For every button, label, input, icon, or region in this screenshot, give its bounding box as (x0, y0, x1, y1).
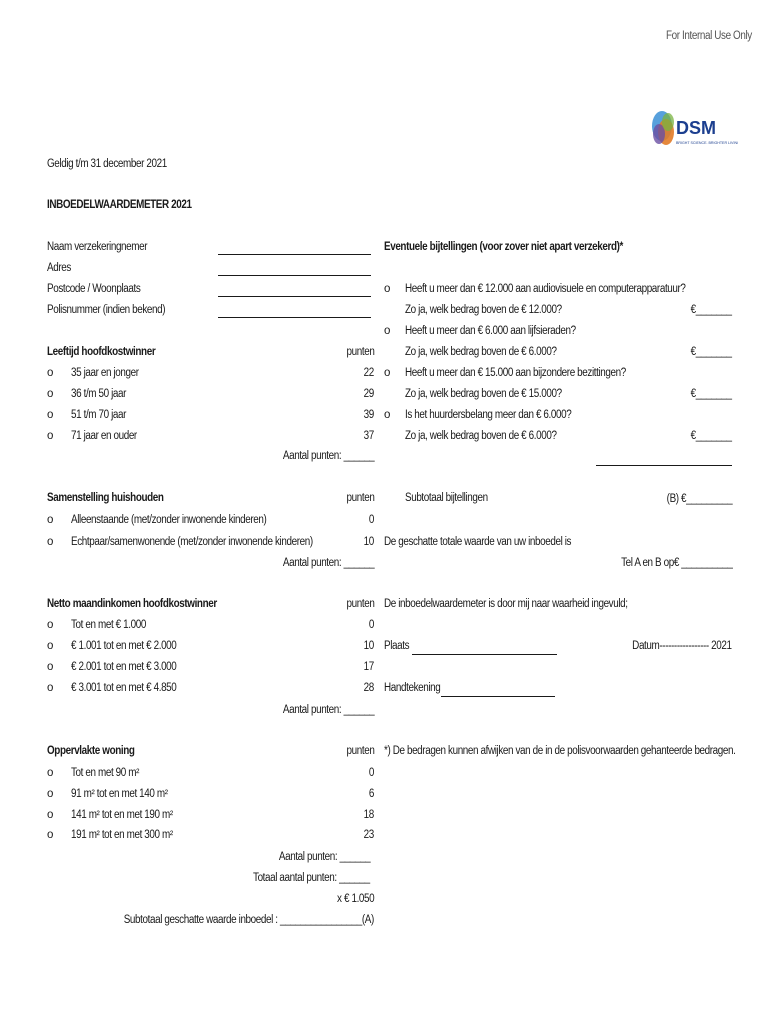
age-bullet: o (47, 388, 54, 400)
extras-sum-line (596, 465, 732, 466)
surface-heading: Oppervlakte woning (47, 745, 135, 757)
extras-amount-field[interactable]: €_______ (691, 346, 732, 358)
field-label-address: Adres (47, 262, 71, 274)
surface-option-points: 18 (363, 809, 374, 821)
income-option-label: € 1.001 tot en met € 2.000 (71, 640, 177, 652)
field-input-name[interactable] (218, 254, 371, 255)
surface-option-points: 6 (368, 788, 374, 800)
signature-label: Handtekening (384, 682, 441, 694)
extras-subtotal-label: Subtotaal bijtellingen (405, 492, 488, 504)
extras-followup: Zo ja, welk bedrag boven de € 6.000? (405, 346, 557, 358)
extras-question: Heeft u meer dan € 15.000 aan bijzondere bezittingen? (405, 367, 626, 379)
household-option-label: Echtpaar/samenwonende (met/zonder inwonende kinderen) (71, 536, 313, 548)
income-points-total[interactable]: Aantal punten: ______ (282, 704, 374, 716)
income-bullet: o (47, 640, 54, 652)
extras-bullet: o (384, 283, 391, 295)
surface-option-label: 141 m² tot en met 190 m² (71, 809, 173, 821)
extras-followup: Zo ja, welk bedrag boven de € 12.000? (405, 304, 562, 316)
income-option-label: Tot en met € 1.000 (71, 619, 146, 631)
surface-bullet: o (47, 767, 54, 779)
income-option-points: 0 (368, 619, 374, 631)
extras-bullet: o (384, 367, 391, 379)
age-option-label: 35 jaar en jonger (71, 367, 139, 379)
income-option-points: 28 (363, 682, 374, 694)
svg-text:DSM: DSM (676, 118, 716, 138)
age-option-points: 39 (363, 409, 374, 421)
place-label: Plaats (384, 640, 410, 652)
estimate-text: De geschatte totale waarde van uw inboedel is (384, 536, 572, 548)
income-bullet: o (47, 661, 54, 673)
valid-until: Geldig t/m 31 december 2021 (47, 158, 167, 170)
age-option-label: 36 t/m 50 jaar (71, 388, 127, 400)
internal-use-note: For Internal Use Only (666, 30, 752, 42)
surface-option-label: Tot en met 90 m² (71, 767, 140, 779)
age-heading: Leeftijd hoofdkostwinner (47, 346, 156, 358)
svg-text:BRIGHT SCIENCE. BRIGHTER LIVIN: BRIGHT SCIENCE. BRIGHTER LIVING. (676, 141, 738, 145)
age-option-label: 51 t/m 70 jaar (71, 409, 127, 421)
dsm-logo-mark-icon (652, 111, 674, 145)
extras-bullet: o (384, 325, 391, 337)
income-option-points: 10 (363, 640, 374, 652)
surface-points-total[interactable]: Aantal punten: ______ (278, 851, 370, 863)
extras-heading: Eventuele bijtellingen (voor zover niet apart verzekerd)* (384, 241, 624, 253)
subtotal-b[interactable]: (B) €_________ (666, 493, 732, 505)
household-bullet: o (47, 536, 54, 548)
points-multiplier: x € 1.050 (336, 893, 374, 905)
field-input-policy[interactable] (218, 317, 371, 318)
income-bullet: o (47, 682, 54, 694)
age-option-label: 71 jaar en ouder (71, 430, 137, 442)
household-option-points: 10 (363, 536, 374, 548)
age-option-points: 37 (363, 430, 374, 442)
surface-option-label: 91 m² tot en met 140 m² (71, 788, 168, 800)
income-heading: Netto maandinkomen hoofdkostwinner (47, 598, 217, 610)
extras-followup: Zo ja, welk bedrag boven de € 15.000? (405, 388, 562, 400)
age-bullet: o (47, 409, 54, 421)
date-field[interactable]: Datum----------------- 2021 (632, 640, 732, 652)
extras-question: Heeft u meer dan € 6.000 aan lijfsieraden? (405, 325, 576, 337)
extras-amount-field[interactable]: €_______ (691, 304, 732, 316)
household-bullet: o (47, 514, 54, 526)
estimate-total[interactable]: Tel A en B op€ __________ (620, 557, 732, 569)
surface-bullet: o (47, 829, 54, 841)
field-input-address[interactable] (218, 275, 371, 276)
age-points-header: punten (346, 346, 374, 358)
surface-option-label: 191 m² tot en met 300 m² (71, 829, 173, 841)
income-option-label: € 3.001 tot en met € 4.850 (71, 682, 177, 694)
age-option-points: 22 (363, 367, 374, 379)
page-title: INBOEDELWAARDEMETER 2021 (47, 199, 192, 211)
extras-bullet: o (384, 409, 391, 421)
income-bullet: o (47, 619, 54, 631)
subtotal-a[interactable]: Subtotaal geschatte waarde inboedel : ________________(A) (123, 914, 374, 926)
field-label-policy: Polisnummer (indien bekend) (47, 304, 166, 316)
surface-points-header: punten (346, 745, 374, 757)
surface-bullet: o (47, 809, 54, 821)
extras-question: Heeft u meer dan € 12.000 aan audiovisuele en computerapparatuur? (405, 283, 686, 295)
surface-option-points: 0 (368, 767, 374, 779)
place-input[interactable] (412, 654, 557, 655)
surface-option-points: 23 (363, 829, 374, 841)
age-bullet: o (47, 367, 54, 379)
field-label-postcode: Postcode / Woonplaats (47, 283, 141, 295)
household-option-label: Alleenstaande (met/zonder inwonende kinderen) (71, 514, 267, 526)
signature-input[interactable] (441, 696, 555, 697)
household-points-total[interactable]: Aantal punten: ______ (282, 557, 374, 569)
extras-amount-field[interactable]: €_______ (691, 430, 732, 442)
age-bullet: o (47, 430, 54, 442)
income-option-points: 17 (363, 661, 374, 673)
household-heading: Samenstelling huishouden (47, 492, 164, 504)
extras-question: Is het huurdersbelang meer dan € 6.000? (405, 409, 572, 421)
field-label-name: Naam verzekeringnemer (47, 241, 148, 253)
household-points-header: punten (346, 492, 374, 504)
field-input-postcode[interactable] (218, 296, 371, 297)
footnote: *) De bedragen kunnen afwijken van de in de polisvoorwaarden gehanteerde bedragen. (384, 745, 736, 757)
household-option-points: 0 (368, 514, 374, 526)
total-points[interactable]: Totaal aantal punten: ______ (253, 872, 370, 884)
dsm-logo (648, 104, 738, 156)
extras-followup: Zo ja, welk bedrag boven de € 6.000? (405, 430, 557, 442)
age-points-total[interactable]: Aantal punten: ______ (282, 450, 374, 462)
age-option-points: 29 (363, 388, 374, 400)
income-points-header: punten (346, 598, 374, 610)
declaration-text: De inboedelwaardemeter is door mij naar waarheid ingevuld; (384, 598, 628, 610)
surface-bullet: o (47, 788, 54, 800)
income-option-label: € 2.001 tot en met € 3.000 (71, 661, 177, 673)
extras-amount-field[interactable]: €_______ (691, 388, 732, 400)
